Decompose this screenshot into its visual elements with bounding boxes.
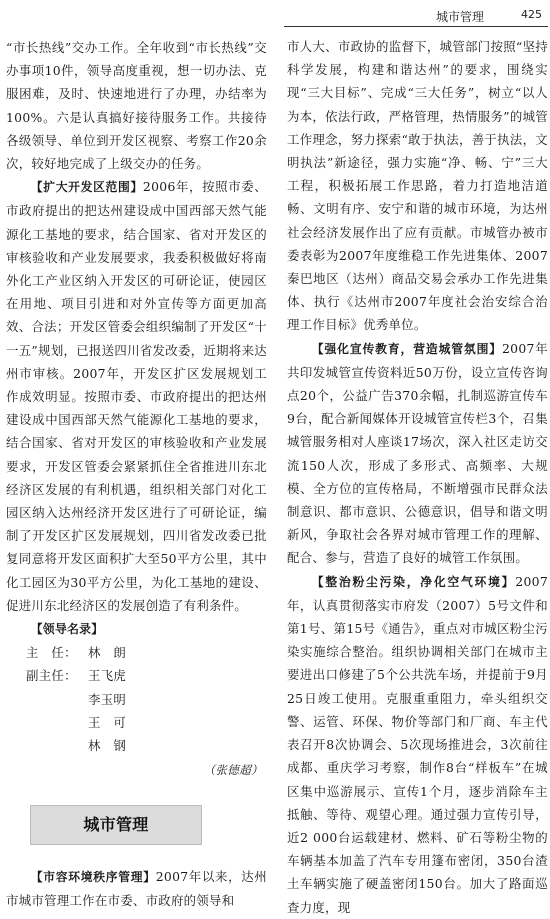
right-column xyxy=(287,35,548,919)
left-column xyxy=(6,36,267,912)
body-publicity: 2007年共印发城管宣传资料近50万份，设立宣传咨询点20个，公益广告370余幅，扎制巡游宣传车9台，配合新闻媒体开设城管宣传栏3个，召集城管服务相对人座谈17场次，深入社区走访交流150人次，形成了多形式、高频率、大规模、全方位的宣传格局，不断增强市民群众法制意识、都市意识、公德意识，倡导和谐文明新风，争取社会各界对城市管理工作的理解、配合、参与，营造了良好的城管工作氛围。 xyxy=(287,340,548,566)
paragraph-expand-zone xyxy=(6,175,267,617)
page-number: 425 xyxy=(521,8,542,21)
paragraph-dust-control xyxy=(287,570,548,919)
leader-name: 林 钢 xyxy=(88,738,127,754)
body-dust-control: 2007年，认真贯彻落实市府发（2007）5号文件和第1号、第15号《通告》，重点对市城区粉尘污染实施综合整治。组织协调相关部门在城市主要进出口修建了5个公共洗车场，并提前于9月25日竣工使用。克服重重阻力，牵头组织交警、运管、环保、物价等部门和厂商、车主代表召开8次协调会、5次现场推进会，3次前往成都、重庆学习考察，制作8台“样板车”在城区集中巡游展示、宣传1个月，逐步消除车主抵触、等待、观望心理。通过强力宣传引导，近2 000台运载建材、燃料、矿石等粉尘物的车辆基本加盖了汽车专用篷布密闭，350台渣土车辆实施了硬盖密闭150台。加大了路面巡查力度，现 xyxy=(287,573,548,915)
leader-name: 王 可 xyxy=(88,714,127,730)
leader-role: 主 任： xyxy=(26,645,77,661)
running-title: 城市管理 xyxy=(436,10,485,24)
heading-city-order: 【市容环境秩序管理】 xyxy=(30,869,156,884)
body-expand-zone: 2006年，按照市委、市政府提出的把达州建设成中国西部天然气能源化工基地的要求，结合国家、省对开发区的审核验收和产业发展要求，我委积极做好将南外化工产业区纳入开发区的可研论证，使园区在用地、项目引进和对外宣传等方面更加高效、合法；开发区管委会组织编制了开发区“十一五”规划，已报送四川省发改委，近期将来达州市审核。2007年，开发区扩区发展规划工作成效明显。按照市委、市政府提出的把达州建设成中国西部天然气能源化工基地的要求，结合国家、省对开发区的审核验收和产业发展要求，开发区管委会紧紧抓住全省推进川东北经济区发展的有利机遇，组织相关部门对化工园区纳入达州经济开发区进行了可研论证，编制了开发区扩区发展规划，四川省发改委已批复同意将开发区面积扩大至50平方公里，其中化工园区为30平方公里，为化工基地的建设、促进川东北经济区的发展创造了有利条件。 xyxy=(6,179,267,613)
paragraph-city-management: 市人大、市政协的监督下，城管部门按照“坚持科学发展，构建和谐达州”的要求，围绕实现“三大目标”、完成“三大任务”，树立“以人为本，依法行政，严格管理，热情服务”的城管工作理念，努力探索“敢于执法，善于执法，文明执法”新途径，强力实施“净、畅、宁”三大工程，积极拓展工作思路，着力打造地洁道畅、文明有序、安宁和谐的城市环境，为达州社会经济发展作出了应有贡献。市城管办被市委表彰为2007年度维稳工作先进集体、2007秦巴地区（达州）商品交易会承办工作先进集体、执行《达州市2007年度社会治安综合治理工作目标》优秀单位。 xyxy=(287,39,548,333)
section-title-box: 城市管理 xyxy=(30,805,202,845)
page-header xyxy=(0,0,550,30)
paragraph-city-order xyxy=(6,865,267,912)
heading-leaders: 【领导名录】 xyxy=(30,622,104,637)
leader-role: 副主任： xyxy=(26,668,77,684)
paragraph-publicity xyxy=(287,337,548,570)
leader-name: 林 朗 xyxy=(88,645,127,661)
leader-list xyxy=(6,641,267,757)
body-city-order: 2007年以来，达州市城市管理工作在市委、市政府的领导和 xyxy=(6,868,267,908)
header-rule xyxy=(284,26,548,27)
heading-expand-zone: 【扩大开发区范围】 xyxy=(30,180,143,195)
heading-publicity: 【强化宣传教育，营造城管氛围】 xyxy=(311,341,502,356)
heading-dust-control: 【整治粉尘污染，净化空气环境】 xyxy=(311,574,516,589)
leader-row xyxy=(6,641,267,664)
author-credit: （张德超） xyxy=(203,763,263,778)
leader-name: 王飞虎 xyxy=(88,668,127,684)
leader-name: 李玉明 xyxy=(88,691,127,707)
leader-row xyxy=(6,664,267,757)
paragraph-hotline: “市长热线”交办工作。全年收到“市长热线”交办事项10件，领导高度重视，想一切办法、克服困难，及时、快速地进行了办理，办结率为100%。六是认真搞好接待服务工作。共接待各级领导、单位到开发区视察、考察工作20余次，较好地完成了上级交办的任务。 xyxy=(6,40,267,172)
